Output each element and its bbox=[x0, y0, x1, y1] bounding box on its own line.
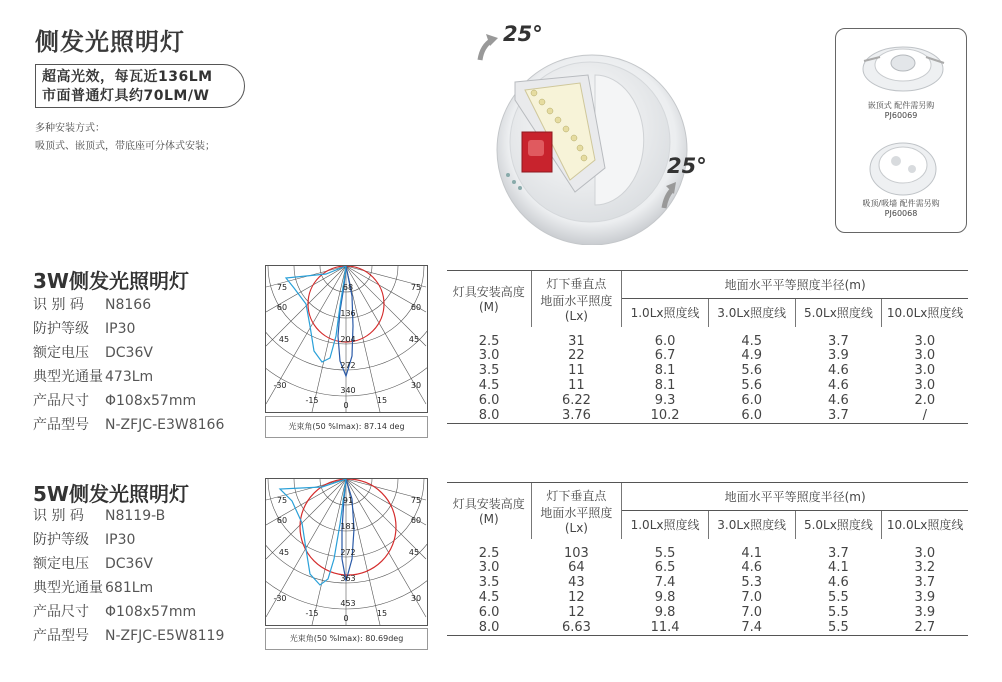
header-r10: 10.0Lx照度线 bbox=[882, 299, 968, 327]
product-photo bbox=[470, 20, 700, 245]
spec-row bbox=[33, 389, 224, 413]
angle-label: 45 bbox=[408, 335, 420, 344]
table-cell: 4.6 bbox=[828, 575, 849, 590]
header-center-unit: (Lx) bbox=[564, 520, 588, 535]
rotate-arrow-icon bbox=[656, 180, 680, 210]
spec-key: 防护等级 bbox=[33, 321, 89, 337]
table-cell: / bbox=[882, 409, 968, 424]
spec-key: 产品尺寸 bbox=[33, 604, 89, 620]
table-cell: 4.9 bbox=[741, 348, 763, 363]
table-cell: 7.0 bbox=[741, 590, 763, 605]
ring-label: 272 bbox=[340, 361, 356, 370]
table-cell: 5.6 bbox=[741, 363, 763, 378]
header-center: 灯下垂直点 bbox=[546, 276, 607, 291]
product-title: 5W侧发光照明灯 bbox=[33, 482, 189, 506]
table-cell: 3.7 bbox=[795, 409, 882, 424]
table-cell: 5.5 bbox=[828, 590, 849, 605]
spec-row bbox=[33, 317, 224, 341]
table-cell: 64 bbox=[568, 560, 585, 575]
angle-label: 0 bbox=[343, 401, 349, 410]
angle-label: 30 bbox=[410, 381, 422, 390]
header-r3: 3.0Lx照度线 bbox=[708, 299, 795, 327]
angle-label: -30 bbox=[273, 594, 287, 603]
header-radius: 地面水平平等照度半径(m) bbox=[622, 271, 968, 299]
spec-row bbox=[33, 504, 224, 528]
spec-row bbox=[33, 365, 224, 389]
header-cell bbox=[531, 483, 622, 539]
spec-list bbox=[33, 293, 224, 437]
table-row bbox=[447, 327, 968, 349]
table-cell: 5.5 bbox=[654, 545, 676, 561]
table-cell: 4.6 bbox=[828, 363, 849, 378]
table-cell: 4.6 bbox=[828, 393, 849, 408]
table-cell: 3.0 bbox=[478, 560, 500, 575]
table-row bbox=[447, 561, 968, 576]
accessory-1-code: PJ60069 bbox=[884, 111, 918, 120]
ceiling-mount-accessory bbox=[866, 135, 940, 197]
spec-value: IP30 bbox=[105, 532, 136, 548]
spec-value: N-ZFJC-E3W8166 bbox=[105, 417, 225, 433]
spec-value: Φ108x57mm bbox=[105, 393, 197, 409]
header-cell bbox=[447, 271, 531, 327]
table-cell: 11 bbox=[568, 378, 585, 393]
table-cell: 4.6 bbox=[741, 560, 763, 575]
table-cell: 3.5 bbox=[478, 363, 500, 378]
table-cell: 3.76 bbox=[531, 409, 622, 424]
angle-label: 75 bbox=[410, 283, 422, 292]
angle-label: 60 bbox=[410, 303, 422, 312]
header-r3: 3.0Lx照度线 bbox=[708, 511, 795, 539]
header-height-unit: (M) bbox=[478, 300, 499, 315]
spec-row bbox=[33, 341, 224, 365]
spec-row bbox=[33, 552, 224, 576]
table-cell: 3.0 bbox=[914, 545, 936, 561]
accessory-1-name: 嵌顶式 配件需另购 bbox=[867, 101, 935, 110]
table-cell: 4.5 bbox=[741, 333, 763, 349]
ring-label: 136 bbox=[340, 309, 356, 318]
spec-key: 识 别 码 bbox=[33, 508, 84, 524]
table-row bbox=[447, 621, 968, 636]
table-cell: 3.0 bbox=[914, 348, 936, 363]
spec-value: 473Lm bbox=[105, 369, 154, 385]
table-cell: 12 bbox=[568, 590, 585, 605]
table-cell: 7.4 bbox=[654, 575, 676, 590]
polar-diagram bbox=[265, 265, 428, 413]
accessories-panel bbox=[835, 28, 967, 233]
rotation-label-right: 25° bbox=[667, 154, 707, 178]
angle-label: 60 bbox=[276, 516, 288, 525]
ring-label: 68 bbox=[342, 283, 354, 292]
table-cell: 3.7 bbox=[828, 545, 849, 561]
ring-label: 340 bbox=[340, 386, 356, 395]
table-cell: 3.0 bbox=[914, 378, 936, 393]
table-cell: 12 bbox=[568, 605, 585, 620]
ring-label: 181 bbox=[340, 522, 356, 531]
angle-label: 45 bbox=[278, 335, 290, 344]
ring-label: 204 bbox=[340, 335, 356, 344]
illuminance-table bbox=[447, 270, 968, 424]
spec-row bbox=[33, 528, 224, 552]
header-r10: 10.0Lx照度线 bbox=[882, 511, 968, 539]
table-cell: 11.4 bbox=[622, 621, 709, 636]
angle-label: 75 bbox=[410, 496, 422, 505]
header-height-unit: (M) bbox=[478, 512, 499, 527]
spec-row bbox=[33, 600, 224, 624]
spec-key: 典型光通量 bbox=[33, 580, 103, 596]
ring-label: 363 bbox=[340, 574, 356, 583]
table-cell: 3.0 bbox=[478, 348, 500, 363]
table-cell: 11 bbox=[568, 363, 585, 378]
spec-row bbox=[33, 624, 224, 648]
spec-row bbox=[33, 413, 224, 437]
polar-diagram bbox=[265, 478, 428, 626]
page-title: 侧发光照明灯 bbox=[35, 28, 185, 56]
table-cell: 9.3 bbox=[654, 393, 676, 408]
header-radius: 地面水平平等照度半径(m) bbox=[622, 483, 968, 511]
table-row bbox=[447, 606, 968, 621]
angle-label: 60 bbox=[410, 516, 422, 525]
angle-label: 15 bbox=[376, 396, 388, 405]
rotate-arrow-icon bbox=[476, 32, 500, 62]
spec-key: 额定电压 bbox=[33, 345, 89, 361]
table-cell: 9.8 bbox=[654, 605, 676, 620]
table-cell: 4.1 bbox=[741, 545, 763, 561]
table-cell: 8.1 bbox=[654, 378, 676, 393]
accessory-2-name: 吸顶/吸墙 配件需另购 bbox=[862, 199, 940, 208]
table-cell: 6.0 bbox=[741, 393, 763, 408]
angle-label: -15 bbox=[305, 609, 319, 618]
angle-label: 30 bbox=[410, 594, 422, 603]
header-r5: 5.0Lx照度线 bbox=[795, 511, 882, 539]
table-cell: 4.5 bbox=[478, 590, 500, 605]
beam-angle-caption: 光束角(50 %Imax): 80.69deg bbox=[265, 628, 428, 650]
table-cell: 3.7 bbox=[828, 333, 849, 349]
spec-row bbox=[33, 576, 224, 600]
mounting-text: 吸顶式、嵌顶式，带底座可分体式安装； bbox=[35, 141, 215, 152]
table-cell: 3.9 bbox=[828, 348, 849, 363]
table-row bbox=[447, 409, 968, 424]
table-row bbox=[447, 364, 968, 379]
table-cell: 3.0 bbox=[914, 333, 936, 349]
table-cell: 4.1 bbox=[828, 560, 849, 575]
header-center-2: 地面水平照度 bbox=[540, 505, 613, 520]
table-cell: 6.7 bbox=[654, 348, 676, 363]
ring-label: 453 bbox=[340, 599, 356, 608]
angle-label: 75 bbox=[276, 496, 288, 505]
table-cell: 6.0 bbox=[478, 605, 500, 620]
beam-angle-caption: 光束角(50 %Imax): 87.14 deg bbox=[265, 416, 428, 438]
table-cell: 5.6 bbox=[741, 378, 763, 393]
spec-value: DC36V bbox=[105, 556, 153, 572]
accessory-2-code: PJ60068 bbox=[884, 209, 918, 218]
table-cell: 31 bbox=[568, 333, 585, 349]
header-center: 灯下垂直点 bbox=[546, 488, 607, 503]
product-title: 3W侧发光照明灯 bbox=[33, 269, 189, 293]
table-cell: 3.9 bbox=[914, 605, 936, 620]
table-cell: 6.5 bbox=[654, 560, 676, 575]
spec-list bbox=[33, 504, 224, 648]
angle-label: 15 bbox=[376, 609, 388, 618]
angle-label: 45 bbox=[408, 548, 420, 557]
spec-key: 产品型号 bbox=[33, 417, 89, 433]
angle-label: 45 bbox=[278, 548, 290, 557]
spec-value: DC36V bbox=[105, 345, 153, 361]
table-row bbox=[447, 539, 968, 561]
table-cell: 6.63 bbox=[531, 621, 622, 636]
header-r1: 1.0Lx照度线 bbox=[622, 299, 709, 327]
spec-key: 识 别 码 bbox=[33, 297, 84, 313]
table-row bbox=[447, 349, 968, 364]
table-cell: 8.1 bbox=[654, 363, 676, 378]
table-cell: 7.0 bbox=[741, 605, 763, 620]
table-cell: 3.0 bbox=[914, 363, 936, 378]
header-cell bbox=[447, 483, 531, 539]
table-row bbox=[447, 576, 968, 591]
table-cell: 2.5 bbox=[478, 333, 500, 349]
table-cell: 5.5 bbox=[828, 605, 849, 620]
table-cell: 9.8 bbox=[654, 590, 676, 605]
header-r5: 5.0Lx照度线 bbox=[795, 299, 882, 327]
efficiency-highlight bbox=[35, 64, 245, 108]
table-cell: 6.0 bbox=[654, 333, 676, 349]
spec-value: N8166 bbox=[105, 297, 152, 313]
table-cell: 2.7 bbox=[882, 621, 968, 636]
highlight-line-1: 超高光效，每瓦近136LM bbox=[42, 69, 213, 85]
table-cell: 7.4 bbox=[708, 621, 795, 636]
table-row bbox=[447, 591, 968, 606]
ring-label: 91 bbox=[342, 496, 354, 505]
spec-value: N8119-B bbox=[105, 508, 166, 524]
table-cell: 3.5 bbox=[478, 575, 500, 590]
recessed-mount-accessory bbox=[858, 37, 948, 95]
header-center-2: 地面水平照度 bbox=[540, 293, 613, 308]
table-cell: 3.9 bbox=[914, 590, 936, 605]
spec-key: 防护等级 bbox=[33, 532, 89, 548]
header-height: 灯具安装高度 bbox=[452, 497, 525, 512]
spec-key: 产品尺寸 bbox=[33, 393, 89, 409]
table-cell: 6.0 bbox=[478, 393, 500, 408]
spec-value: 681Lm bbox=[105, 580, 154, 596]
spec-value: IP30 bbox=[105, 321, 136, 337]
table-cell: 22 bbox=[568, 348, 585, 363]
table-cell: 2.5 bbox=[478, 545, 500, 561]
table-cell: 3.7 bbox=[914, 575, 936, 590]
table-cell: 4.5 bbox=[478, 378, 500, 393]
table-cell: 43 bbox=[568, 575, 585, 590]
table-cell: 2.0 bbox=[914, 393, 936, 408]
table-cell: 3.2 bbox=[914, 560, 936, 575]
table-cell: 5.3 bbox=[741, 575, 763, 590]
table-cell: 8.0 bbox=[447, 409, 531, 424]
spec-row bbox=[33, 293, 224, 317]
angle-label: 60 bbox=[276, 303, 288, 312]
illuminance-table bbox=[447, 482, 968, 636]
spec-key: 额定电压 bbox=[33, 556, 89, 572]
angle-label: 0 bbox=[343, 614, 349, 623]
angle-label: -30 bbox=[273, 381, 287, 390]
table-cell: 5.5 bbox=[795, 621, 882, 636]
highlight-line-2: 市面普通灯具约70LM/W bbox=[42, 88, 210, 104]
spec-value: Φ108x57mm bbox=[105, 604, 197, 620]
rotation-label-top: 25° bbox=[503, 22, 543, 46]
table-cell: 10.2 bbox=[622, 409, 709, 424]
table-row bbox=[447, 379, 968, 394]
spec-key: 典型光通量 bbox=[33, 369, 103, 385]
spec-key: 产品型号 bbox=[33, 628, 89, 644]
table-row bbox=[447, 394, 968, 409]
ring-label: 272 bbox=[340, 548, 356, 557]
header-height: 灯具安装高度 bbox=[452, 285, 525, 300]
spec-value: N-ZFJC-E5W8119 bbox=[105, 628, 225, 644]
header-center-unit: (Lx) bbox=[564, 308, 588, 323]
header-cell bbox=[531, 271, 622, 327]
angle-label: -15 bbox=[305, 396, 319, 405]
table-cell: 103 bbox=[564, 545, 589, 561]
table-cell: 6.0 bbox=[708, 409, 795, 424]
angle-label: 75 bbox=[276, 283, 288, 292]
table-cell: 4.6 bbox=[828, 378, 849, 393]
header-r1: 1.0Lx照度线 bbox=[622, 511, 709, 539]
table-cell: 8.0 bbox=[447, 621, 531, 636]
table-cell: 6.22 bbox=[561, 393, 591, 408]
mounting-heading: 多种安装方式： bbox=[35, 123, 105, 134]
